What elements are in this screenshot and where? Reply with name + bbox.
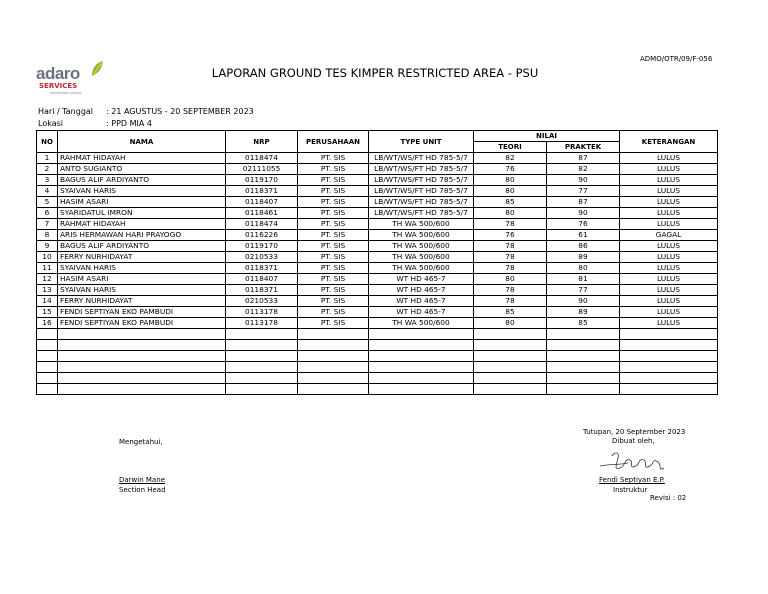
cell-nrp: 0118371 bbox=[226, 186, 298, 197]
cell-keterangan: LULUS bbox=[620, 252, 718, 263]
cell-perusahaan: PT. SIS bbox=[298, 296, 369, 307]
cell-nama: FERRY NURHIDAYAT bbox=[58, 252, 226, 263]
cell-keterangan: LULUS bbox=[620, 263, 718, 274]
cell-no: 3 bbox=[37, 175, 58, 186]
cell-nrp: 0118371 bbox=[226, 263, 298, 274]
cell-teori: 76 bbox=[474, 164, 547, 175]
cell-nama: RAHMAT HIDAYAH bbox=[58, 219, 226, 230]
cell-no bbox=[37, 362, 58, 373]
header-perusahaan: PERUSAHAAN bbox=[298, 131, 369, 153]
cell-keterangan: LULUS bbox=[620, 197, 718, 208]
cell-praktek: 87 bbox=[547, 153, 620, 164]
cell-keterangan: LULUS bbox=[620, 186, 718, 197]
place-date: Tutupan, 20 September 2023 bbox=[583, 428, 686, 436]
table-row bbox=[37, 186, 718, 197]
cell-no bbox=[37, 329, 58, 340]
cell-teori: 85 bbox=[474, 307, 547, 318]
empty-table-row bbox=[37, 351, 718, 362]
cell-type-unit: LB/WT/WS/FT HD 785-5/7 bbox=[369, 153, 474, 164]
cell-teori: 80 bbox=[474, 274, 547, 285]
cell-keterangan bbox=[620, 362, 718, 373]
cell-nama: ARIS HERMAWAN HARI PRAYOGO bbox=[58, 230, 226, 241]
cell-praktek: 87 bbox=[547, 197, 620, 208]
table-row bbox=[37, 296, 718, 307]
logo-tagline: Integrated mining bbox=[50, 91, 82, 95]
cell-perusahaan: PT. SIS bbox=[298, 197, 369, 208]
cell-type-unit: TH WA 500/600 bbox=[369, 230, 474, 241]
cell-type-unit bbox=[369, 340, 474, 351]
cell-nrp: 0118407 bbox=[226, 197, 298, 208]
cell-praktek: 61 bbox=[547, 230, 620, 241]
cell-keterangan: LULUS bbox=[620, 208, 718, 219]
cell-nrp bbox=[226, 329, 298, 340]
table-row bbox=[37, 164, 718, 175]
cell-teori bbox=[474, 362, 547, 373]
leaf-logo-icon bbox=[90, 60, 104, 78]
cell-perusahaan: PT. SIS bbox=[298, 318, 369, 329]
cell-perusahaan bbox=[298, 362, 369, 373]
cell-type-unit bbox=[369, 384, 474, 395]
table-row bbox=[37, 175, 718, 186]
cell-no: 15 bbox=[37, 307, 58, 318]
left-caption: Mengetahui, bbox=[119, 438, 163, 446]
cell-teori bbox=[474, 373, 547, 384]
cell-nama: HASIM ASARI bbox=[58, 197, 226, 208]
cell-nrp bbox=[226, 373, 298, 384]
cell-perusahaan: PT. SIS bbox=[298, 186, 369, 197]
cell-nama: RAHMAT HIDAYAH bbox=[58, 153, 226, 164]
cell-teori bbox=[474, 384, 547, 395]
header-praktek: PRAKTEK bbox=[547, 142, 620, 153]
cell-keterangan: GAGAL bbox=[620, 230, 718, 241]
cell-teori bbox=[474, 340, 547, 351]
cell-praktek bbox=[547, 384, 620, 395]
cell-perusahaan: PT. SIS bbox=[298, 285, 369, 296]
cell-perusahaan: PT. SIS bbox=[298, 175, 369, 186]
cell-no bbox=[37, 373, 58, 384]
cell-teori bbox=[474, 329, 547, 340]
location-value: : PPD MIA 4 bbox=[106, 119, 152, 128]
empty-table-row bbox=[37, 329, 718, 340]
table-row bbox=[37, 274, 718, 285]
cell-teori: 76 bbox=[474, 230, 547, 241]
cell-teori: 78 bbox=[474, 285, 547, 296]
cell-type-unit: WT HD 465-7 bbox=[369, 285, 474, 296]
cell-no: 14 bbox=[37, 296, 58, 307]
cell-nrp: 0113178 bbox=[226, 307, 298, 318]
cell-nama bbox=[58, 351, 226, 362]
cell-nrp: 0118461 bbox=[226, 208, 298, 219]
cell-teori: 85 bbox=[474, 197, 547, 208]
empty-table-row bbox=[37, 373, 718, 384]
header-nama: NAMA bbox=[58, 131, 226, 153]
cell-nama: FENDI SEPTIYAN EKO PAMBUDI bbox=[58, 318, 226, 329]
results-table bbox=[36, 130, 718, 395]
cell-type-unit bbox=[369, 351, 474, 362]
cell-perusahaan: PT. SIS bbox=[298, 219, 369, 230]
cell-no: 11 bbox=[37, 263, 58, 274]
cell-keterangan bbox=[620, 373, 718, 384]
cell-praktek: 90 bbox=[547, 296, 620, 307]
cell-keterangan bbox=[620, 340, 718, 351]
cell-nama bbox=[58, 329, 226, 340]
table-row bbox=[37, 241, 718, 252]
signature-image bbox=[598, 448, 668, 476]
cell-nama: SYAIVAN HARIS bbox=[58, 285, 226, 296]
cell-type-unit: LB/WT/WS/FT HD 785-5/7 bbox=[369, 175, 474, 186]
date-value: : 21 AGUSTUS - 20 SEPTEMBER 2023 bbox=[106, 107, 254, 116]
cell-nrp: 02111055 bbox=[226, 164, 298, 175]
empty-table-row bbox=[37, 362, 718, 373]
cell-perusahaan: PT. SIS bbox=[298, 274, 369, 285]
cell-nrp: 0119170 bbox=[226, 241, 298, 252]
cell-nama: BAGUS ALIF ARDIYANTO bbox=[58, 241, 226, 252]
cell-type-unit: LB/WT/WS/FT HD 785-5/7 bbox=[369, 186, 474, 197]
cell-type-unit: WT HD 465-7 bbox=[369, 307, 474, 318]
cell-type-unit: TH WA 500/600 bbox=[369, 241, 474, 252]
cell-no: 8 bbox=[37, 230, 58, 241]
cell-type-unit: LB/WT/WS/FT HD 785-5/7 bbox=[369, 197, 474, 208]
cell-no: 13 bbox=[37, 285, 58, 296]
cell-no: 6 bbox=[37, 208, 58, 219]
empty-table-row bbox=[37, 340, 718, 351]
cell-teori: 78 bbox=[474, 241, 547, 252]
cell-no: 4 bbox=[37, 186, 58, 197]
logo-word: adaro bbox=[36, 64, 80, 83]
cell-nrp: 0116226 bbox=[226, 230, 298, 241]
cell-nama bbox=[58, 373, 226, 384]
cell-praktek: 81 bbox=[547, 274, 620, 285]
cell-no bbox=[37, 340, 58, 351]
cell-teori: 78 bbox=[474, 252, 547, 263]
cell-type-unit: WT HD 465-7 bbox=[369, 296, 474, 307]
cell-nrp: 0113178 bbox=[226, 318, 298, 329]
cell-nrp: 0119170 bbox=[226, 175, 298, 186]
right-signer-name: Fendi Septiyan E.P. bbox=[599, 476, 665, 484]
cell-nrp: 0118371 bbox=[226, 285, 298, 296]
cell-type-unit: LB/WT/WS/FT HD 785-5/7 bbox=[369, 164, 474, 175]
cell-nama bbox=[58, 384, 226, 395]
left-signer-role: Section Head bbox=[119, 486, 166, 494]
revision-label: Revisi : 02 bbox=[650, 494, 687, 502]
logo-sub: SERVICES bbox=[39, 82, 78, 90]
cell-nama: FERRY NURHIDAYAT bbox=[58, 296, 226, 307]
cell-praktek: 77 bbox=[547, 186, 620, 197]
cell-praktek: 77 bbox=[547, 285, 620, 296]
cell-no: 12 bbox=[37, 274, 58, 285]
cell-praktek: 90 bbox=[547, 208, 620, 219]
cell-no: 5 bbox=[37, 197, 58, 208]
cell-keterangan: LULUS bbox=[620, 296, 718, 307]
cell-perusahaan bbox=[298, 351, 369, 362]
cell-nama: FENDI SEPTIYAN EKO PAMBUDI bbox=[58, 307, 226, 318]
cell-type-unit: TH WA 500/600 bbox=[369, 219, 474, 230]
cell-type-unit bbox=[369, 362, 474, 373]
cell-nama: ANTO SUGIANTO bbox=[58, 164, 226, 175]
cell-perusahaan bbox=[298, 340, 369, 351]
cell-perusahaan bbox=[298, 329, 369, 340]
cell-no: 10 bbox=[37, 252, 58, 263]
cell-keterangan bbox=[620, 384, 718, 395]
cell-perusahaan: PT. SIS bbox=[298, 307, 369, 318]
cell-teori bbox=[474, 351, 547, 362]
date-label: Hari / Tanggal bbox=[38, 107, 94, 116]
left-signer-name: Darwin Mane bbox=[119, 476, 165, 484]
table-row bbox=[37, 285, 718, 296]
cell-nrp: 0210533 bbox=[226, 296, 298, 307]
cell-type-unit: TH WA 500/600 bbox=[369, 318, 474, 329]
cell-praktek: 86 bbox=[547, 241, 620, 252]
cell-no bbox=[37, 384, 58, 395]
cell-perusahaan: PT. SIS bbox=[298, 230, 369, 241]
table-row bbox=[37, 230, 718, 241]
cell-nrp: 0118474 bbox=[226, 153, 298, 164]
cell-keterangan: LULUS bbox=[620, 285, 718, 296]
table-row bbox=[37, 307, 718, 318]
table-row bbox=[37, 263, 718, 274]
table-row bbox=[37, 318, 718, 329]
cell-praktek bbox=[547, 340, 620, 351]
header-teori: TEORI bbox=[474, 142, 547, 153]
cell-praktek bbox=[547, 351, 620, 362]
cell-nama bbox=[58, 340, 226, 351]
cell-perusahaan bbox=[298, 373, 369, 384]
cell-perusahaan: PT. SIS bbox=[298, 164, 369, 175]
cell-praktek: 82 bbox=[547, 164, 620, 175]
cell-perusahaan: PT. SIS bbox=[298, 252, 369, 263]
cell-nrp bbox=[226, 340, 298, 351]
cell-nrp: 0118474 bbox=[226, 219, 298, 230]
table-row bbox=[37, 219, 718, 230]
cell-nrp bbox=[226, 351, 298, 362]
cell-teori: 80 bbox=[474, 175, 547, 186]
cell-perusahaan: PT. SIS bbox=[298, 153, 369, 164]
cell-nama: SYAIVAN HARIS bbox=[58, 186, 226, 197]
cell-no: 7 bbox=[37, 219, 58, 230]
cell-type-unit: TH WA 500/600 bbox=[369, 263, 474, 274]
report-title: LAPORAN GROUND TES KIMPER RESTRICTED AREA - PSU bbox=[211, 66, 539, 80]
cell-teori: 80 bbox=[474, 318, 547, 329]
table-body bbox=[37, 153, 718, 395]
cell-nrp bbox=[226, 384, 298, 395]
cell-keterangan: LULUS bbox=[620, 318, 718, 329]
cell-type-unit: LB/WT/WS/FT HD 785-5/7 bbox=[369, 208, 474, 219]
cell-keterangan: LULUS bbox=[620, 164, 718, 175]
cell-keterangan bbox=[620, 351, 718, 362]
company-logo bbox=[36, 60, 116, 94]
cell-no bbox=[37, 351, 58, 362]
header-type-unit: TYPE UNIT bbox=[369, 131, 474, 153]
cell-praktek: 90 bbox=[547, 175, 620, 186]
table-row bbox=[37, 208, 718, 219]
header-keterangan: KETERANGAN bbox=[620, 131, 718, 153]
header-nrp: NRP bbox=[226, 131, 298, 153]
header-no: NO bbox=[37, 131, 58, 153]
table-row bbox=[37, 153, 718, 164]
cell-nama bbox=[58, 362, 226, 373]
cell-praktek: 89 bbox=[547, 307, 620, 318]
cell-praktek: 85 bbox=[547, 318, 620, 329]
cell-praktek bbox=[547, 373, 620, 384]
cell-keterangan: LULUS bbox=[620, 153, 718, 164]
cell-nama: SYARIDATUL IMRON bbox=[58, 208, 226, 219]
cell-keterangan bbox=[620, 329, 718, 340]
cell-praktek: 89 bbox=[547, 252, 620, 263]
cell-keterangan: LULUS bbox=[620, 175, 718, 186]
cell-type-unit bbox=[369, 329, 474, 340]
cell-nrp: 0210533 bbox=[226, 252, 298, 263]
cell-teori: 82 bbox=[474, 153, 547, 164]
right-signer-role: Instruktur bbox=[613, 486, 648, 494]
cell-perusahaan: PT. SIS bbox=[298, 208, 369, 219]
cell-nrp: 0118407 bbox=[226, 274, 298, 285]
cell-keterangan: LULUS bbox=[620, 241, 718, 252]
cell-praktek bbox=[547, 362, 620, 373]
document-code: ADMO/OTR/09/F-056 bbox=[640, 55, 713, 63]
cell-perusahaan: PT. SIS bbox=[298, 241, 369, 252]
cell-praktek: 80 bbox=[547, 263, 620, 274]
cell-no: 16 bbox=[37, 318, 58, 329]
cell-nama: BAGUS ALIF ARDIYANTO bbox=[58, 175, 226, 186]
cell-type-unit: TH WA 500/600 bbox=[369, 252, 474, 263]
cell-teori: 80 bbox=[474, 208, 547, 219]
cell-nrp bbox=[226, 362, 298, 373]
header-nilai: NILAI bbox=[474, 131, 620, 142]
cell-type-unit bbox=[369, 373, 474, 384]
table-row bbox=[37, 197, 718, 208]
cell-teori: 78 bbox=[474, 219, 547, 230]
empty-table-row bbox=[37, 384, 718, 395]
location-label: Lokasi bbox=[38, 119, 63, 128]
cell-perusahaan: PT. SIS bbox=[298, 263, 369, 274]
cell-teori: 80 bbox=[474, 186, 547, 197]
cell-praktek bbox=[547, 329, 620, 340]
right-caption: Dibuat oleh, bbox=[612, 437, 655, 445]
cell-nama: HASIM ASARI bbox=[58, 274, 226, 285]
cell-no: 9 bbox=[37, 241, 58, 252]
cell-teori: 78 bbox=[474, 296, 547, 307]
cell-no: 2 bbox=[37, 164, 58, 175]
cell-keterangan: LULUS bbox=[620, 274, 718, 285]
cell-nama: SYAIVAN HARIS bbox=[58, 263, 226, 274]
cell-teori: 78 bbox=[474, 263, 547, 274]
cell-praktek: 76 bbox=[547, 219, 620, 230]
table-row bbox=[37, 252, 718, 263]
cell-no: 1 bbox=[37, 153, 58, 164]
cell-type-unit: WT HD 465-7 bbox=[369, 274, 474, 285]
cell-keterangan: LULUS bbox=[620, 219, 718, 230]
cell-perusahaan bbox=[298, 384, 369, 395]
cell-keterangan: LULUS bbox=[620, 307, 718, 318]
